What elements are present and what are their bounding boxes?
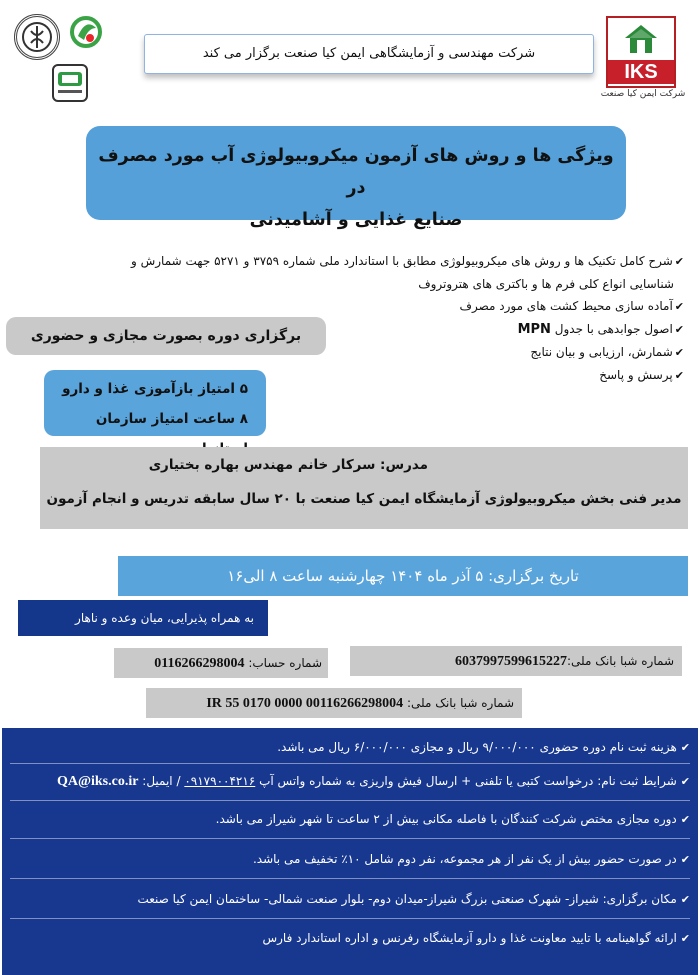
divider xyxy=(10,878,690,879)
iks-logo xyxy=(606,16,676,88)
reception-note: به همراه پذیرایی، میان وعده و ناهار xyxy=(18,600,268,636)
check-icon: ✔ xyxy=(680,775,690,788)
logo-brand-text: IKS xyxy=(608,60,674,84)
certificate-row: ✔ارائه گواهینامه با تایید معاونت غذا و دارو آزمایشگاه رفرنس و اداره استاندارد فارس xyxy=(262,931,690,945)
sheba2-number: IR 55 0170 0000 00116266298004 xyxy=(206,696,404,711)
registration-email[interactable]: QA@iks.co.ir xyxy=(56,774,139,789)
check-icon: ✔ xyxy=(674,369,684,382)
course-title-line2: صنایع غذایی و آشامیدنی xyxy=(249,210,463,230)
topic-item: ✔آماده سازی محیط کشت های مورد مصرف xyxy=(459,299,684,313)
sheba1-number: 6037997599615227 xyxy=(454,654,567,669)
emblem-icon xyxy=(17,17,57,57)
account-box xyxy=(114,648,328,678)
teacher-info xyxy=(40,447,688,529)
topic-item: ✔اصول جوابدهی با جدول MPN xyxy=(517,322,684,337)
sheba1-label: شماره شبا بانک ملی: xyxy=(566,654,674,668)
course-mode: برگزاری دوره بصورت مجازی و حضوری xyxy=(6,317,326,355)
divider xyxy=(10,763,690,764)
logo-caption: شرکت ایمن کیا صنعت xyxy=(600,89,686,99)
sheba2-label: شماره شبا بانک ملی: xyxy=(406,696,514,710)
check-icon: ✔ xyxy=(680,932,690,945)
check-icon: ✔ xyxy=(674,300,684,313)
teacher-bio: مدیر فنی بخش میکروبیولوژی آزمایشگاه ایمن کیا صنعت با ۲۰ سال سابقه تدریس و انجام آزمون xyxy=(46,491,682,507)
points-line1: ۵ امتیاز بازآموزی غذا و دارو xyxy=(62,381,248,397)
info-panel xyxy=(2,728,698,975)
registration-phone[interactable]: ۰۹۱۷۹۰۰۴۲۱۶ xyxy=(184,774,256,788)
points-line2: ۸ ساعت امتیاز سازمان xyxy=(95,411,248,427)
check-icon: ✔ xyxy=(674,323,684,336)
registration-row: ✔شرایط ثبت نام: درخواست کتبی یا تلفنی + ارسال فیش واریزی به شماره واتس آپ ۰۹۱۷۹۰۰۴۲۱۶ / ایمیل: QA@iks.co.ir xyxy=(56,774,690,789)
check-icon: ✔ xyxy=(680,741,690,754)
fda-logo xyxy=(68,14,104,54)
topic-item-continued: شناسایی انواع کلی فرم ها و باکتری های هتروتروف xyxy=(418,277,674,291)
leaf-icon xyxy=(68,14,104,54)
account-number: 0116266298004 xyxy=(154,656,245,671)
standard-logo xyxy=(52,64,88,102)
topic-item: ✔شرح کامل تکنیک ها و روش های میکروبیولوژی مطابق با استاندارد ملی شماره ۳۷۵۹ و ۵۲۷۱ جهت شمارش و xyxy=(131,254,684,268)
sheba-box-2 xyxy=(146,688,522,718)
organizer-banner: شرکت مهندسی و آزمایشگاهی ایمن کیا صنعت برگزار می کند xyxy=(144,34,594,74)
fee-row: ✔هزینه ثبت نام دوره حضوری ۹/۰۰۰/۰۰۰ ریال و مجازی ۶/۰۰۰/۰۰۰ ریال می باشد. xyxy=(277,740,690,754)
standard-icon xyxy=(54,66,86,100)
check-icon: ✔ xyxy=(680,893,690,906)
teacher-name: مدرس: سرکار خانم مهندس بهاره بختیاری xyxy=(148,457,428,473)
discount-row: ✔در صورت حضور بیش از یک نفر از هر مجموعه، نفر دوم شامل ۱۰٪ تخفیف می باشد. xyxy=(252,852,690,866)
course-title xyxy=(86,126,626,230)
divider xyxy=(10,800,690,801)
course-title-line1: ویژگی ها و روش های آزمون میکروبیولوژی آب مورد مصرف در xyxy=(98,146,614,198)
check-icon: ✔ xyxy=(680,853,690,866)
topic-item: ✔پرسش و پاسخ xyxy=(599,368,684,382)
virtual-row: ✔دوره مجازی مختص شرکت کنندگان با فاصله مکانی بیش از ۲ ساعت تا شهر شیراز می باشد. xyxy=(215,812,690,826)
account-label: شماره حساب: xyxy=(248,656,322,670)
ministry-health-logo xyxy=(14,14,60,60)
check-icon: ✔ xyxy=(674,346,684,359)
credit-points xyxy=(44,370,266,436)
check-icon: ✔ xyxy=(674,255,684,268)
location-row: ✔مکان برگزاری: شیراز- شهرک صنعتی بزرگ شیراز-میدان دوم- بلوار صنعت شمالی- ساختمان ایمن کیا صنعت xyxy=(137,892,690,906)
house-icon xyxy=(624,24,658,54)
check-icon: ✔ xyxy=(680,813,690,826)
divider xyxy=(10,918,690,919)
divider xyxy=(10,838,690,839)
topic-item: ✔شمارش، ارزیابی و بیان نتایج xyxy=(530,345,684,359)
sheba-box-1 xyxy=(350,646,682,676)
course-date: تاریخ برگزاری: ۵ آذر ماه ۱۴۰۴ چهارشنبه ساعت ۸ الی۱۶ xyxy=(118,556,688,596)
